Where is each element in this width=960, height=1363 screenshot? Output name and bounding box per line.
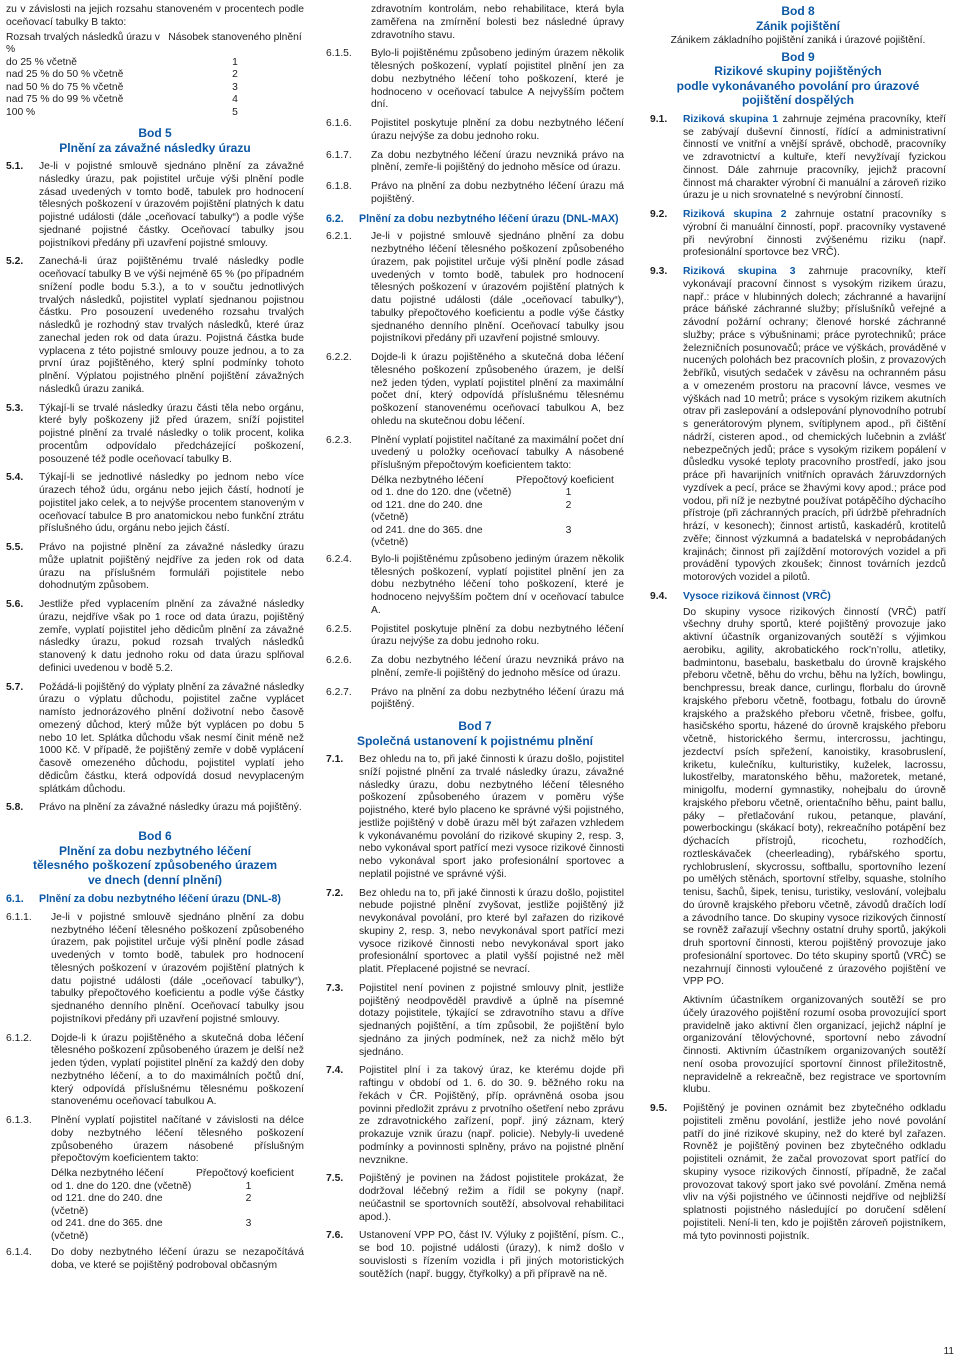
clause-text: Týkají-li se jednotlivé následky po jednom nebo více úrazech téhož údu, orgánu nebo jejich částí, hodnotí je pojistitel jako celek, a to nejvýše procentem stanoveným v oceňovací tabulce B pro anatomickou nebo funkční ztrátu příslušného údu, orgánu nebo jejich částí. xyxy=(39,472,304,535)
clause-7-1 xyxy=(326,754,624,882)
table-header-row xyxy=(51,1168,301,1181)
koef-table-6-2 xyxy=(371,475,621,550)
table-cell: od 241. dne do 365. dne (včetně) xyxy=(371,524,483,549)
clause-text: Pojištěný je povinen oznámit bez zbytečného odkladu pojistiteli změnu povolání, jestliže jeho nové povolání patří do jiné rizikové skupiny, než do které byl zařazen. Rovněž je pojištěný povinen bez zbytečného odkladu pojistiteli oznámit, že začal provozovat sport patřící do skupiny vysoce rizikových činností, případně, že začal provozovat takový sport jako své povolání. Změna nemá vliv na výši pojistného ve účinnosti nejdříve od nejbližší splatnosti pojistného následující po doručení sdělení pojistiteli. Není-li ten, kdo je pojištěn zároveň pojistníkem, má tyto povinnosti pojistník. xyxy=(683,1103,946,1242)
clause-text: Je-li v pojistné smlouvě sjednáno plnění za dobu nezbytného léčení tělesného poškození způsobeného úrazem, pak pojistitel určuje výši plnění podle zásad uvedených v tomto bodě, tabulek pro hodnocení tělesných poškození v úrazovém pojištění platných k datu pojistné události (dále „oceňovací tabulky“), tabulky přepočtového koeficientu a podle výše částky sjednaného denního plnění. Oceňovací tabulky jsou pojistníkovi předány při uzavření pojistné smlouvy. xyxy=(51,911,304,1025)
clause-number: 7.1. xyxy=(326,754,344,765)
heading-title: Bod 6 xyxy=(138,829,172,843)
table-b-header xyxy=(6,32,304,57)
heading-title: Bod 9 xyxy=(781,49,815,64)
clause-number: 9.3. xyxy=(650,266,668,277)
table-row xyxy=(371,487,621,500)
heading-title: Bod 5 xyxy=(138,126,172,140)
clause-number: 5.1. xyxy=(6,161,24,172)
heading-title: Bod 7 xyxy=(458,719,492,733)
clause-number: 5.7. xyxy=(6,681,24,693)
clause-number: 6.1.2. xyxy=(6,1032,32,1044)
table-cell: od 121. dne do 240. dne (včetně) xyxy=(371,499,483,524)
clause-text: Jestliže před vyplacením plnění za závažné následky úrazu, nejdříve však po 1 roce od data úrazu, pojištěný zemře, vyplatí pojistitel jeho dědicům plnění za závažné následky úrazu, pokud rozsah trvalých následků stanovený k datu jednoho roku od data úrazu splňoval definici uvedenou v bodě 5.2. xyxy=(39,599,304,674)
table-cell: 2 xyxy=(565,499,572,511)
clause-number: 6.2.7. xyxy=(326,686,352,698)
clause-number: 6.2.6. xyxy=(326,655,352,666)
table-row xyxy=(6,57,304,70)
table-header: Přepočtový koeficient xyxy=(516,474,614,486)
clause-9-4 xyxy=(650,591,946,604)
clause-number: 6.2.5. xyxy=(326,623,352,635)
clause-number: 6.1.8. xyxy=(326,181,352,192)
clause-6-2-7 xyxy=(326,687,624,713)
clause-text: Pojistitel poskytuje plnění za dobu nezbytného léčení úrazu nejvýše za dobu jednoho roku. xyxy=(371,118,624,142)
clause-heading: Riziková skupina 2 xyxy=(683,209,787,220)
table-cell: 3 xyxy=(245,1218,252,1229)
clause-6-1-1 xyxy=(6,912,304,1027)
table-row xyxy=(51,1218,301,1243)
table-row xyxy=(6,107,304,120)
subsection-number: 6.2. xyxy=(326,212,344,225)
table-cell: od 121. dne do 240. dne (včetně) xyxy=(51,1193,163,1217)
table-cell: 5 xyxy=(232,106,238,118)
clause-text: Bylo-li pojištěnému způsobeno jediným úrazem několik tělesných poškození, vyplatí pojistitel plnění jen za dobu nezbytného léčení toho poškození, které je hodnoceno v oceňovací tabulce A nejvyšším počtem dní. xyxy=(371,48,624,111)
clause-text: Pojistitel plní i za takový úraz, ke kterému dojde při raftingu v období od 1. 6. do 30. 9. běžného roku na řekách v ČR. Pojištěný, příp. oprávněná osoba jsou povinni předložit zprávu z prvotního ošetření nebo zprávu ze zdravotnického zařízení, popř. jiný záznam, který prokazuje vznik úrazu (např. policie). Nebyly-li uvedené podmínky a povinnosti splněny, právo na pojistné plnění nevznikne. xyxy=(359,1065,624,1166)
clause-9-3 xyxy=(650,266,946,585)
heading-subtitle: Plnění za dobu nezbytného léčení xyxy=(58,843,252,858)
clause-5-8 xyxy=(6,802,304,815)
clause-number: 7.2. xyxy=(326,887,344,899)
clause-6-1-5 xyxy=(326,48,624,112)
heading-subtitle: Zánik pojištění xyxy=(755,18,840,33)
clause-9-1 xyxy=(650,114,946,203)
table-cell: od 1. dne do 120. dne (včetně) xyxy=(51,1180,192,1192)
clause-7-6 xyxy=(326,1230,624,1281)
clause-text: Právo na plnění za dobu nezbytného léčení úrazu má pojištěný. xyxy=(371,686,624,711)
column-left xyxy=(6,4,304,1279)
table-row xyxy=(51,1181,301,1194)
clause-number: 7.6. xyxy=(326,1230,344,1242)
table-b xyxy=(6,32,304,120)
page-number: 11 xyxy=(943,1346,954,1358)
table-cell: 4 xyxy=(232,94,238,105)
column-middle xyxy=(326,4,624,1287)
intro-text: zu v závislosti na jejich rozsahu stanoveném v procentech podle oceňovací tabulky B takto: xyxy=(6,4,304,28)
clause-text: Zanechá-li úraz pojištěnému trvalé následky podle oceňovací tabulky B ve výši nejméně 65 % (po případném snížení podle bodu 5.3.), a to v součtu jednotlivých trvalých následků, pojistitel vyplatí sjednanou pojistnou částku. Pro posouzení uvedeného rozsahu trvalých následků je rozhodný stav trvalých následků, které úraz zanechal jeden rok od data úrazu. Pojistná částka bude vyplacena z této pojistné smlouvy pouze jednou, a to za první úraz pojištěného, který splní podmínky tohoto plnění. Výplatou pojistného plnění pojištění závažných následků úrazu zaniká. xyxy=(39,256,305,395)
clause-number: 6.2.1. xyxy=(326,231,352,243)
clause-text: zahrnuje zejména pracovníky, kteří se zabývají duševní činností, řídící a administrativní činností ve vnitřní a vnější správě, obchodě, pracovníky ve zdravotnictví a kultuře, kteří nevyžívají fyzickou činnost. Dále zahrnuje pracovníky, jejichž pracovní činnost má charakter výrobní či manuální a zároveň riziko úrazu je u nich srovnatelné s nevýrobní činností. xyxy=(683,113,946,202)
clause-text: zahrnuje pracovníky, kteří vykonávají pracovní činnost s vysokým rizikem úrazu, např.: práce v hlubinných dolech; záchranné a havarijní práce báňské záchranné služby; příslušníků veřejné a závodní požární ochrany; členové horské záchranné služby; práce s výbušninami; práce pyrotechniků; práce železničních posunovačů; práce ve výškách, prováděné v nucených polohách bez pracovních plošin, z provazových žebříků, visutých sedaček v závěsu na ochranném pásu a v omezeném prostoru na pracovní lávce, vesmes ve výškách nad 10 metrů; práce s vysokým rizikem akutních otrav při zaslepování a odslepování plynovodního potrubí s generátorovým plynem, svítiplynem apod., při čištění nádrží, cisteren apod., od chemických lučebnin a zvlášť nebezpečných jedů; práce s vysokým rizikem popálení v důsledku vysoké teploty pracovního prostředí, jako jsou práce při havarijních vnitřních opravách žáruvzdorných vyzdívek a pecí, práce se žhavými kovy apod.; práce pod vodou, při níž je nezbytné používat potápěčího dýchacího přístroje (při záchranných pracích, při údržbě přehradních hrází, v kesonech); činnost artistů, kaskadérů, krotitelů zvěře; činnost výzkumná a badatelská v neprobádaných krajinách; činnost při zajíždění motorových vozidel a při provádění typových zkoušek; činnost továrních jezdců motorových vozidel a pilotů. xyxy=(683,266,946,583)
clause-number: 5.8. xyxy=(6,802,24,814)
column-right xyxy=(650,4,946,1249)
clause-text: Je-li v pojistné smlouvě sjednáno plnění za dobu nezbytného léčení tělesného poškození způsobeného úrazem, pak pojistitel určuje výši plnění podle zásad uvedených v tomto bodě, tabulek pro hodnocení tělesných poškození v úrazovém pojištění platných k datu pojistné události (dále „oceňovací tabulky“), tabulky přepočtového koeficientu a podle výše částky sjednaného denního plnění. Oceňovací tabulky jsou pojistníkovi předány při uzavření pojistné smlouvy. xyxy=(371,231,624,345)
subsection-6-1 xyxy=(6,893,304,906)
clause-heading: Vysoce riziková činnost (VRČ) xyxy=(683,590,831,602)
clause-number: 6.1.6. xyxy=(326,118,352,129)
clause-7-4 xyxy=(326,1065,624,1167)
table-header: Délka nezbytného léčení xyxy=(51,1168,164,1179)
table-cell: od 241. dne do 365. dne (včetně) xyxy=(51,1218,163,1242)
clause-6-2-3 xyxy=(326,435,624,473)
subsection-6-2 xyxy=(326,213,624,226)
clause-text: Ustanovení VPP PO, část IV. Výluky z pojištění, písm. C., se bod 10. pojistné události (úrazy), k nimž došlo v souvislosti s řízením vozidla i při jiných motoristických soutěžích (např. buggy, čtyřkolky) a při přípravě na ně. xyxy=(359,1230,624,1280)
clause-text: Bez ohledu na to, při jaké činnosti k úrazu došlo, pojistitel sníží pojistné plnění za trvalé následky úrazu, závažné následky úrazu, dobu nezbytného léčení tělesného poškození způsobeného úrazem v poměru výše pojistného, které bylo placeno ke správné výši pojistného, jestliže pojištěný v době úrazu měl být zařazen vzhledem k vykonávanému povolání do rizikové skupiny 2, resp. 3, nebo vykonával sport patřící mezi vysoce rizikové činnosti nebo vykonával sport jako profesionální sportovec a neplatil pojistné ve správné výši. xyxy=(359,754,624,880)
heading-subtitle: Plnění za závažné následky úrazu xyxy=(59,140,251,155)
clause-number: 6.1.7. xyxy=(326,149,352,161)
table-cell: 1 xyxy=(565,487,572,499)
table-row xyxy=(6,94,304,107)
clause-number: 6.2.3. xyxy=(326,434,352,446)
clause-number: 5.6. xyxy=(6,599,24,610)
clause-number: 5.4. xyxy=(6,472,24,484)
table-cell: 2 xyxy=(245,1193,252,1204)
clause-6-2-5 xyxy=(326,624,624,650)
clause-7-2 xyxy=(326,888,624,977)
table-cell: od 1. dne do 120. dne (včetně) xyxy=(371,487,512,499)
heading-title: Bod 8 xyxy=(781,4,815,18)
clause-5-1 xyxy=(6,161,304,250)
vrc-paragraph-2: Aktivním účastníkem organizovaných soutěží se pro účely úrazového pojištění rozumí osoba provozující sport pravidelně jako aktivní člen organizací, jejichž náplní je organizování tělovýchovné, sportovní nebo závodní činnosti. Aktivním účastníkem organizovaných soutěží není osoba provozující sportovní činnost příležitostně, nepravidelně a rekreačně, bez registrace ve sportovním klubu. xyxy=(683,995,946,1096)
table-row xyxy=(371,500,621,525)
clause-text: Pojistitel poskytuje plnění za dobu nezbytného léčení úrazu nejvýše za dobu jednoho roku. xyxy=(371,623,624,648)
clause-6-2-6 xyxy=(326,655,624,681)
clause-5-2 xyxy=(6,256,304,396)
section-heading-bod9 xyxy=(650,50,946,108)
clause-6-1-7 xyxy=(326,150,624,176)
table-b-header-2: Násobek stanoveného plnění xyxy=(168,31,302,43)
clause-number: 6.1.5. xyxy=(326,48,352,60)
clause-text: Dojde-li k úrazu pojištěného a skutečná doba léčení tělesného poškození způsobeného úrazem, je delší než jeden týden, vyplatí pojistitel plnění za maximální počet dní, který odpovídá příslušnému tělesnému poškození stanovenému oceňovací tabulkou A, bez ohledu na skutečnou dobu léčení. xyxy=(371,352,624,427)
vrc-paragraph-1: Do skupiny vysoce rizikových činností (VRČ) patří všechny druhy sportů, které pojištěný provozuje jako aktivní účastník organizovaných soutěží s výjimkou aerobiku, agility, akrobatického rock’n’rollu, atletiky, badmintonu, basebalu, basketbalu do úrovně krajského přeboru včetně, běhu do vrchu, běhu na lyžích, bowlingu, benchpressu, break dance, curlingu, florbalu do úrovně krajského přeboru včetně, footbagu, fotbalu do úrovně krajského a pražského přeboru včetně, frisbee, golfu, hasičského sportu, házené do úrovně krajského přeboru včetně, historického šermu, intercrossu, jachtingu, jezdectví psích spřežení, kanoistiky, krasobruslení, kriketu, kulečníku, kulturistiky, kuželek, lacrossu, lukostřelby, maratonského běhu, mažoretek, metané, minigolfu, moderní gymnastiky, nohejbalu do úrovně krajského přeboru včetně, orientačního běhu, paint ballu, páky – přetlačování rukou, petanque, plavání, powerbockingu (skákací boty), rekreačního potápění bez dýchacích přístrojů, ricochetu, rozhodčích, roztleskávaček (cheerleading), rybářského sportu, rychlobruslení, skycrossu, softballu, sportovního lezení po umělých stěnách, sportovní střelby, squashe, stolního tenisu, šachů, šipek, tenisu, turistiky, veslování, volejbalu do úrovně krajského přeboru včetně, závodů dračích lodí a závodního tance. Do skupiny vysoce rizikových činností se rovněž zařazují všechny ostatní druhy sportů, jakýkoli druh sportovní činnosti, kterou pojištěný provozuje jako profesionální sportovec. Do této skupiny sportů (VRČ) se nezahrnují činnosti vyloučené z úrazového pojištění ve VPP PO. xyxy=(683,606,946,988)
table-cell: 2 xyxy=(232,69,238,80)
clause-5-4 xyxy=(6,472,304,536)
clause-text: Týkají-li se trvalé následky úrazu části těla nebo orgánu, které byly poškozeny již před úrazem, sníží pojistitel pojistné plnění za trvalé následky o tolik procent, kolika procentům odpovídalo předcházející poškození, posouzené též podle oceňovací tabulky B. xyxy=(39,402,304,465)
table-cell: 1 xyxy=(232,56,238,68)
clause-number: 5.2. xyxy=(6,256,24,268)
clause-text: Do doby nezbytného léčení úrazu se nezapočítává doba, ve které se pojištěný podroboval občasným xyxy=(51,1247,304,1271)
clause-number: 9.4. xyxy=(650,590,668,602)
clause-text: Plnění vyplatí pojistitel načítané v závislosti na délce doby nezbytného léčení tělesného poškození způsobeného úrazem násobené příslušným přepočtovým koeficientem takto: xyxy=(51,1115,304,1165)
clause-6-1-3 xyxy=(6,1115,304,1166)
table-header-row xyxy=(371,475,621,488)
table-b-header-1: Rozsah trvalých následků úrazu v % xyxy=(6,31,160,55)
clause-text: Bylo-li pojištěnému způsobeno jediným úrazem několik tělesných poškození, vyplatí pojistitel plnění jen za dobu nezbytného léčení toho poškození, které je hodnoceno nejvyšším počtem dní v oceňovací tabulce A. xyxy=(371,553,624,616)
table-row xyxy=(6,69,304,82)
clause-6-1-4 xyxy=(6,1247,304,1273)
table-cell: nad 75 % do 99 % včetně xyxy=(6,94,124,105)
clause-5-7 xyxy=(6,682,304,797)
heading-subtitle: Rizikové skupiny pojištěných xyxy=(714,64,882,79)
table-header: Délka nezbytného léčení xyxy=(371,474,484,486)
clause-5-5 xyxy=(6,542,304,593)
clause-heading: Riziková skupina 1 xyxy=(683,113,779,125)
clause-heading: Riziková skupina 3 xyxy=(683,266,796,277)
table-row xyxy=(6,82,304,95)
clause-text: Dojde-li k úrazu pojištěného a skutečná doba léčení tělesného poškození způsobeného úrazem je delší než jeden týden, vyplatí pojistitel plnění za každý den doby nezbytného léčení, a to do maximálních počtů dní, který odpovídá příslušnému tělesnému poškození stanovenému oceňovací tabulkou A. xyxy=(51,1032,304,1108)
clause-text: Právo na plnění za závažné následky úrazu má pojištěný. xyxy=(39,802,302,814)
section-heading-bod8 xyxy=(650,4,946,33)
subsection-title: Plnění za dobu nezbytného léčení úrazu (DNL-8) xyxy=(39,893,281,905)
clause-text: Za dobu nezbytného léčení úrazu nevzniká právo na plnění, zemře-li pojištěný do jednoho měsíce od úrazu. xyxy=(371,149,624,174)
clause-text: Požádá-li pojištěný do výplaty plnění za závažné následky úrazu o výplatu důchodu, pojistitel začne vyplácet namísto jednorázového plnění doživotní nebo časově omezený důchod, který může být vyplácen po dobu 5 nebo 10 let. Splátka důchodu však nesmí činit méně než 1000 Kč. V případě, že pojištěný zemře v době vyplácení časově omezeného důchodu, pojistitel vyplatí jeho dědicům částku, která odpovídá dosud nevyplaceným splátkám důchodu. xyxy=(39,681,305,795)
clause-number: 9.2. xyxy=(650,209,668,220)
clause-number: 6.2.2. xyxy=(326,352,352,363)
clause-6-2-2 xyxy=(326,352,624,429)
section-heading-bod7 xyxy=(326,719,624,748)
clause-number: 5.5. xyxy=(6,542,24,553)
clause-6-1-8 xyxy=(326,181,624,207)
clause-6-2-1 xyxy=(326,231,624,346)
table-cell: 100 % xyxy=(6,106,36,118)
clause-6-1-2 xyxy=(6,1033,304,1110)
table-cell: nad 25 % do 50 % včetně xyxy=(6,69,124,80)
heading-subtitle: Společná ustanovení k pojistnému plnění xyxy=(356,733,594,748)
heading-subtitle: pojištění dospělých xyxy=(741,93,855,108)
koef-table-6-1 xyxy=(51,1168,301,1243)
clause-number: 6.1.1. xyxy=(6,911,32,923)
clause-number: 7.5. xyxy=(326,1173,344,1185)
heading-subtitle: ve dnech (denní plnění) xyxy=(87,872,222,887)
clause-5-3 xyxy=(6,403,304,467)
clause-9-2 xyxy=(650,209,946,260)
section-heading-bod6 xyxy=(6,829,304,887)
clause-number: 6.1.4. xyxy=(6,1247,32,1258)
section-heading-bod5 xyxy=(6,126,304,155)
clause-text: Pojištěný je povinen na žádost pojistitele prokázat, že dodržoval léčebný režim a řídil se pokyny (např. neúčastnil se sportovních soutěží, absolvoval rehabilitaci apod.). xyxy=(359,1173,624,1223)
subsection-number: 6.1. xyxy=(6,893,24,905)
clause-number: 7.4. xyxy=(326,1065,344,1077)
clause-text: Za dobu nezbytného léčení úrazu nevzniká právo na plnění, zemře-li pojištěný do jednoho měsíce od úrazu. xyxy=(371,655,624,679)
clause-text: Bez ohledu na to, při jaké činnosti k úrazu došlo, pojistitel nebude pojistné plnění zvyšovat, jestliže pojištěný již nevykonával povolání, pro které byl zařazen do rizikové skupiny 2, resp. 3, nebo nevykonával sport patřící mezi vysoce rizikové činnosti nebo nevykonával sport jako profesionální sportovec a platil vyšší pojistné než měl platit. Přeplacené pojistné se nevrací. xyxy=(359,887,624,975)
clause-7-5 xyxy=(326,1173,624,1224)
clause-6-2-4 xyxy=(326,554,624,618)
clause-number: 9.5. xyxy=(650,1103,668,1114)
table-cell: nad 50 % do 75 % včetně xyxy=(6,81,124,93)
clause-number: 5.3. xyxy=(6,402,24,414)
clause-text: Je-li v pojistné smlouvě sjednáno plnění za závažné následky úrazu, pak pojistitel určuje výši plnění podle zásad uvedených v tomto bodě, tabulek pro hodnocení tělesných poškození v úrazovém pojištění platných k datu pojistné události (dále „oceňovací tabulky“) a podle výše sjednané pojistné částky. Oceňovací tabulky jsou pojistníkovi předány při uzavření pojistné smlouvy. xyxy=(39,161,304,249)
clause-number: 9.1. xyxy=(650,113,668,125)
table-cell: 3 xyxy=(232,81,238,93)
clause-number: 7.3. xyxy=(326,982,344,994)
heading-subtitle: tělesného poškození způsobeného úrazem xyxy=(32,858,278,872)
heading-subtitle: podle vykonávaného povolání pro úrazové xyxy=(676,78,920,93)
clause-7-3 xyxy=(326,983,624,1060)
table-header: Přepočtový koeficient xyxy=(196,1168,294,1179)
clause-text: Pojistitel není povinen z pojistné smlouvy plnit, jestliže pojištěný neodpověděl pravdivě a úplně na písemné dotazy pojistitele, týkající se zdravotního stavu a dříve sjednaných pojištění, a tím způsobil, že pojištění bylo sjednáno za jiných podmínek, než za nichž mělo být sjednáno. xyxy=(359,982,624,1058)
clause-number: 6.1.3. xyxy=(6,1115,32,1126)
continued-text: zdravotním kontrolám, nebo rehabilitace, která byla zaměřena na zmírnění bolesti bez následné úpravy zdravotního stavu. xyxy=(371,4,624,41)
clause-5-6 xyxy=(6,599,304,676)
clause-text: Plnění vyplatí pojistitel načítané za maximální počet dní uvedený u položky oceňovací tabulky A násobené příslušným přepočtovým koeficientem takto: xyxy=(371,434,624,471)
clause-number: 6.2.4. xyxy=(326,553,352,565)
subsection-title: Plnění za dobu nezbytného léčení úrazu (DNL-MAX) xyxy=(359,212,619,225)
clause-9-5 xyxy=(650,1103,946,1243)
bod8-text: Zánikem základního pojištění zaniká i úrazové pojištění. xyxy=(670,35,926,46)
table-row xyxy=(51,1193,301,1218)
clause-text: Právo na pojistné plnění za závažné následky úrazu může uplatnit pojištěný nejdříve za jeden rok od data úrazu na příslušném formuláři pojistitele nebo dohodnutým způsobem. xyxy=(39,542,304,592)
clause-6-1-6 xyxy=(326,118,624,144)
table-cell: do 25 % včetně xyxy=(6,56,77,68)
table-cell: 3 xyxy=(565,524,572,536)
clause-text: Právo na plnění za dobu nezbytného léčení úrazu má pojištěný. xyxy=(371,181,624,205)
table-cell: 1 xyxy=(245,1180,252,1192)
table-row xyxy=(371,525,621,550)
clause-text: zahrnuje ostatní pracovníky s výrobní či manuální činností, popř. pracovníky vystavené při nevýrobní činnosti zvýšenému riziku (např. profesionální sportovce bez VRČ). xyxy=(683,209,946,259)
